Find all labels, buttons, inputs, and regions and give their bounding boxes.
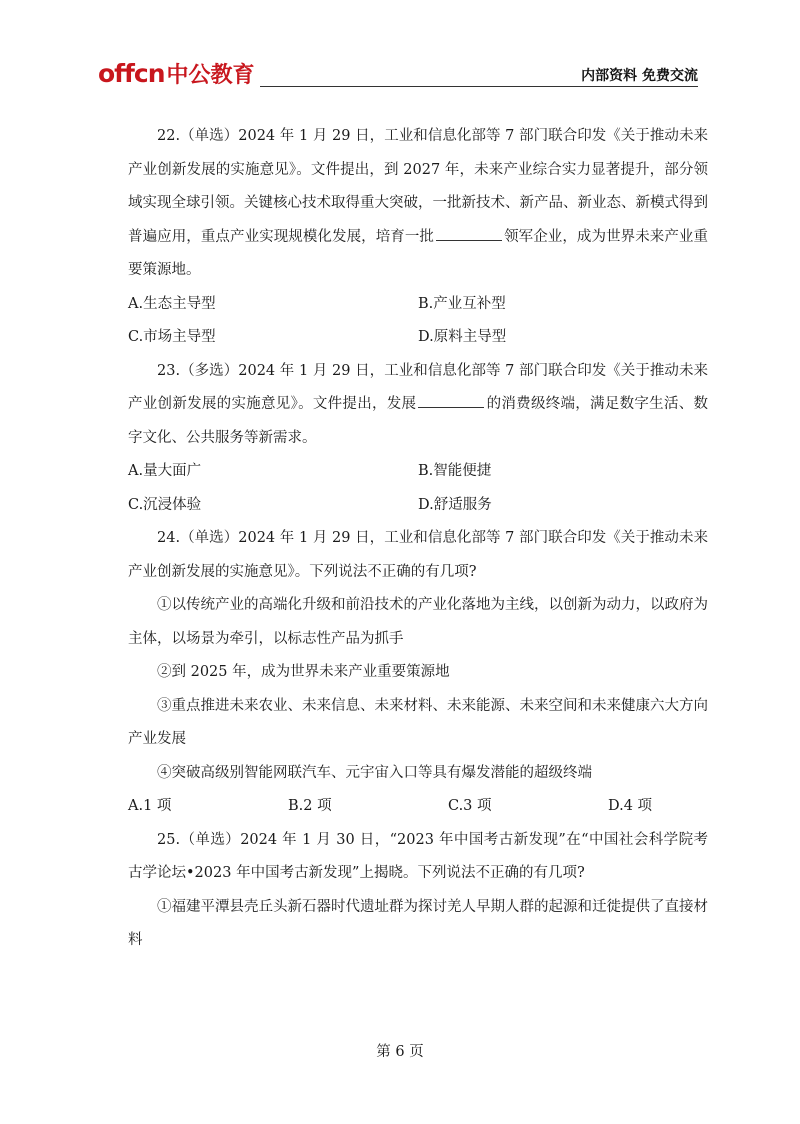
q22-option-d: D.原料主导型 [418, 329, 507, 345]
question-23-stem [128, 355, 708, 456]
q24-option-c: C.3 项 [448, 798, 492, 814]
header-divider [260, 86, 698, 87]
q24-statement-3: ③重点推进未来农业、未来信息、未来材料、未来能源、未来空间和未来健康六大方向产业发展 [128, 697, 708, 747]
answer-blank [418, 406, 484, 408]
question-22-options-row-2 [128, 321, 708, 355]
question-22-options-row-1 [128, 288, 708, 322]
q24-option-d: D.4 项 [608, 798, 653, 814]
q24-option-a: A.1 项 [128, 798, 172, 814]
q23-option-c: C.沉浸体验 [128, 496, 202, 513]
question-24-options [128, 790, 708, 824]
question-22-stem [128, 120, 708, 288]
q24-option-b: B.2 项 [288, 798, 332, 814]
q23-option-b: B.智能便捷 [418, 463, 492, 479]
q24-statement-2: ②到 2025 年，成为世界未来产业重要策源地 [157, 664, 450, 680]
question-25-stem: 25.（单选）2024 年 1 月 30 日，“2023 年中国考古新发现”在“中国社会科学院考古学论坛•2023 年中国考古新发现”上揭晓。下列说法不正确的有几项? [128, 831, 708, 881]
q25-statement-1: ①福建平潭县壳丘头新石器时代遗址群为探讨羌人早期人群的起源和迁徙提供了直接材料 [128, 898, 708, 948]
q23-stem-part-1: 23.（多选）2024 年 1 月 29 日，工业和信息化部等 7 部门联合印发《关于推动未来产业创新发展的实施意见》。文件提出，发展 [128, 362, 708, 412]
offcn-logo [98, 58, 255, 88]
logo-text-cn: 中公教育 [166, 62, 255, 88]
answer-blank [436, 239, 502, 241]
q22-option-c: C.市场主导型 [128, 329, 216, 345]
q22-stem-part-1: 22.（单选）2024 年 1 月 29 日，工业和信息化部等 7 部门联合印发《关于推动未来产业创新发展的实施意见》。文件提出，到 2027 年，未来产业综合实力显著提升，部分领域实现全球引领。关键核心技术取得重大突破，一批新技术、新产品、新业态、新模式得到普遍应用，重点产业实现规模化发展，培育一批 [128, 128, 708, 245]
question-23-options-row-1 [128, 455, 708, 489]
header-tagline: 内部资料 免费交流 [581, 68, 698, 84]
q22-stem-part-2: 领军企业，成为世界未来产业重要策源地。 [128, 228, 708, 278]
page-number: 第 6 页 [376, 1044, 424, 1060]
q23-option-d: D.舒适服务 [418, 496, 492, 513]
page-header [98, 58, 698, 88]
q24-statement-4: ④突破高级别智能网联汽车、元宇宙入口等具有爆发潜能的超级终端 [157, 764, 592, 781]
q23-option-a: A.量大面广 [128, 463, 202, 479]
q22-option-b: B.产业互补型 [418, 295, 506, 312]
q24-statement-1: ①以传统产业的高端化升级和前沿技术的产业化落地为主线，以创新为动力，以政府为主体，以场景为牵引，以标志性产品为抓手 [128, 597, 708, 647]
q22-option-a: A.生态主导型 [128, 295, 216, 312]
page-content [128, 120, 708, 958]
question-24-stem: 24.（单选）2024 年 1 月 29 日，工业和信息化部等 7 部门联合印发《关于推动未来产业创新发展的实施意见》。下列说法不正确的有几项? [128, 530, 708, 580]
q23-stem-part-2: 的消费级终端，满足数字生活、数字文化、公共服务等新需求。 [128, 396, 709, 446]
question-23-options-row-2 [128, 489, 708, 523]
logo-text-en: offcn [98, 58, 165, 88]
